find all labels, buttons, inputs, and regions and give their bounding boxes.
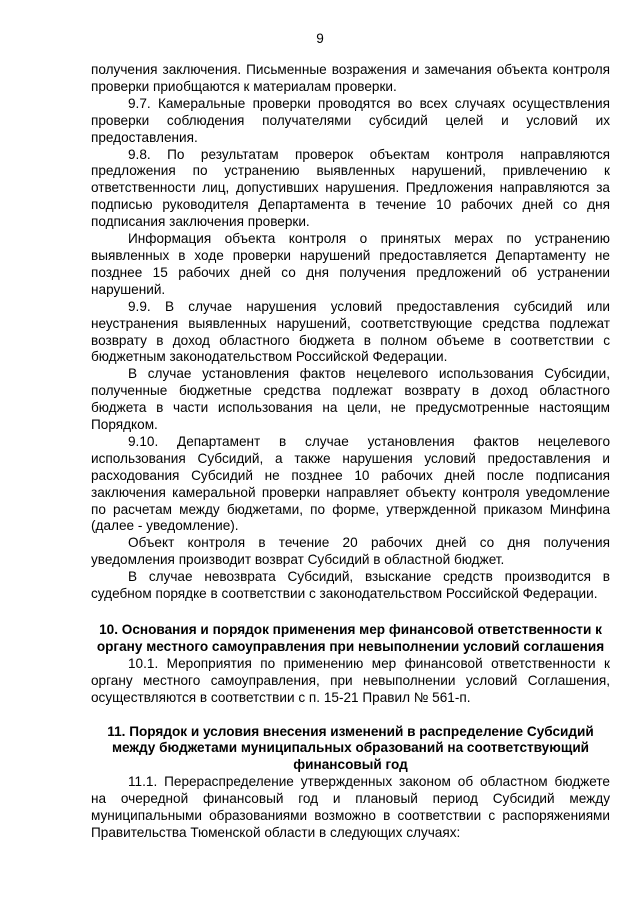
paragraph: Информация объекта контроля о принятых мерах по устранению выявленных в ходе проверки нарушений предоставляется Департаменту не позднее 15 рабочих дней со дня получения предложений об устранении нарушений. bbox=[91, 231, 610, 297]
paragraph: 10.1. Мероприятия по применению мер финансовой ответственности к органу местного самоуправления, при невыполнении условий Соглашения, осуществляются в соответствии с п. 15-21 Правил № 561-п. bbox=[91, 655, 610, 705]
spacer bbox=[91, 707, 610, 724]
paragraph: В случае невозврата Субсидий, взыскание средств производится в судебном порядке в соответствии с законодательством Российской Федерации. bbox=[91, 569, 610, 602]
paragraph: 9.9. В случае нарушения условий предоставления субсидий или неустранения выявленных нарушений, соответствующие средства подлежат возврату в доход областного бюджета в полном объеме в соответствии с бюджетным законодательством Российской Федерации. bbox=[91, 298, 610, 365]
page-number: 9 bbox=[316, 31, 324, 46]
section-heading-11: 11. Порядок и условия внесения изменений в распределение Субсидий между бюджетами муниципальных образований на соответствующий финансовый год bbox=[107, 723, 594, 773]
paragraph: 9.10. Департамент в случае установления фактов нецелевого использования Субсидий, а также нарушения условий предоставления и расходования Субсидий не позднее 10 рабочих дней после подписания заключения камеральной проверки направляет объекту контроля уведомление по расчетам между бюджетами, по форме, утвержденной приказом Минфина (далее - уведомление). bbox=[91, 433, 610, 534]
paragraph: 9.7. Камеральные проверки проводятся во всех случаях осуществления проверки соблюдения получателями субсидий целей и условий их предоставления. bbox=[91, 95, 610, 145]
document-body bbox=[91, 62, 610, 842]
paragraph: 11.1. Перераспределение утвержденных законом об областном бюджете на очередной финансовый год и плановый период Субсидий между муниципальными образованиями возможно в соответствии с распоряжениями Правительства Тюменской области в следующих случаях: bbox=[91, 774, 610, 840]
paragraph: 9.8. По результатам проверок объектам контроля направляются предложения по устранению выявленных нарушений, привлечению к ответственности лиц, допустивших нарушения. Предложения направляются за подписью руководителя Департамента в течение 10 рабочих дней со дня подписания заключения проверки. bbox=[91, 146, 610, 230]
paragraph: Объект контроля в течение 20 рабочих дней со дня получения уведомления производит возврат Субсидий в областной бюджет. bbox=[91, 535, 610, 568]
section-heading-10: 10. Основания и порядок применения мер финансовой ответственности к органу местного самоуправления при невыполнении условий соглашения bbox=[96, 622, 605, 654]
spacer bbox=[91, 603, 610, 622]
paragraph: В случае установления фактов нецелевого использования Субсидии, полученные бюджетные средства подлежат возврату в доход областного бюджета в части использования на цели, не предусмотренные настоящим Порядком. bbox=[91, 366, 610, 433]
paragraph: получения заключения. Письменные возражения и замечания объекта контроля проверки приобщаются к материалам проверки. bbox=[91, 62, 610, 94]
